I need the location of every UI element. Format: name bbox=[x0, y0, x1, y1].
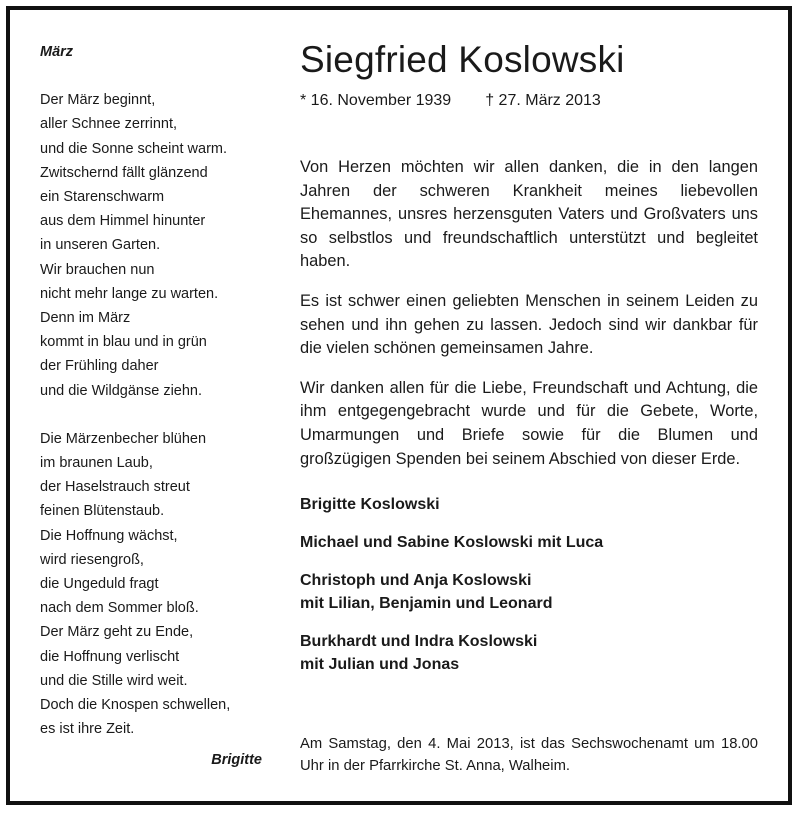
thanks-text bbox=[300, 156, 758, 471]
family-entry bbox=[300, 493, 758, 516]
poem-title: März bbox=[40, 44, 74, 60]
poem-line: Wir brauchen nun bbox=[40, 261, 155, 278]
poem-line: nicht mehr lange zu warten. bbox=[40, 285, 219, 302]
life-dates bbox=[300, 92, 758, 110]
poem-line: aus dem Himmel hinunter bbox=[40, 213, 206, 230]
mass-notice: Am Samstag, den 4. Mai 2013, ist das Sechswochenamt um 18.00 Uhr in der Pfarrkirche St. Anna, Walheim. bbox=[300, 736, 758, 774]
poem-line: und die Sonne scheint warm. bbox=[40, 140, 227, 157]
family-name-line: mit Lilian, Benjamin und Leonard bbox=[300, 595, 553, 613]
poem-stanza-2 bbox=[40, 427, 265, 742]
poem-line: der Haselstrauch streut bbox=[40, 479, 190, 496]
poem-line: Die Hoffnung wächst, bbox=[40, 527, 178, 544]
poem-author: Brigitte bbox=[211, 752, 262, 768]
poem-line: Der März beginnt, bbox=[40, 92, 156, 109]
family-name-line: Burkhardt und Indra Koslowski bbox=[300, 633, 538, 651]
poem-line: im braunen Laub, bbox=[40, 455, 153, 472]
poem-line: aller Schnee zerrinnt, bbox=[40, 116, 178, 133]
death-date: † 27. März 2013 bbox=[485, 92, 601, 109]
poem-line: Doch die Knospen schwellen, bbox=[40, 697, 231, 714]
family-entry bbox=[300, 630, 758, 676]
poem-line: und die Stille wird weit. bbox=[40, 672, 188, 689]
poem-line: ein Starenschwarm bbox=[40, 189, 165, 206]
family-signatures bbox=[300, 493, 758, 676]
poem-line: Denn im März bbox=[40, 310, 131, 327]
family-name-line: mit Julian und Jonas bbox=[300, 656, 460, 674]
deceased-name: Siegfried Koslowski bbox=[300, 39, 625, 80]
poem-line: nach dem Sommer bloß. bbox=[40, 600, 199, 617]
poem-line: der Frühling daher bbox=[40, 358, 159, 375]
poem-stanza-1 bbox=[40, 88, 265, 403]
poem-line: die Hoffnung verlischt bbox=[40, 648, 180, 665]
family-entry bbox=[300, 569, 758, 615]
poem-line: und die Wildgänse ziehn. bbox=[40, 382, 203, 399]
poem-line: in unseren Garten. bbox=[40, 237, 161, 254]
family-name-line: Christoph und Anja Koslowski bbox=[300, 572, 532, 590]
thanks-paragraph: Wir danken allen für die Liebe, Freundschaft und Achtung, die ihm entgegengebracht wurde und für die Gebete, Worte, Umarmungen und Briefe sowie für die Blumen und großzügigen Spenden bei seinem Abschied von dieser Erde. bbox=[300, 378, 758, 468]
poem-line: Die Märzenbecher blühen bbox=[40, 430, 207, 447]
obituary-main bbox=[300, 36, 758, 691]
poem-line: Der März geht zu Ende, bbox=[40, 624, 194, 641]
family-entry bbox=[300, 531, 758, 554]
poem-line: kommt in blau und in grün bbox=[40, 334, 207, 351]
family-name-line: Michael und Sabine Koslowski mit Luca bbox=[300, 534, 604, 552]
poem-line: feinen Blütenstaub. bbox=[40, 503, 165, 520]
family-name-line: Brigitte Koslowski bbox=[300, 496, 440, 514]
thanks-paragraph: Es ist schwer einen geliebten Menschen in seinem Leiden zu sehen und ihn gehen zu lassen. Jedoch sind wir dankbar für die vielen schönen gemeinsamen Jahre. bbox=[300, 291, 758, 358]
poem-line: Zwitschernd fällt glänzend bbox=[40, 164, 208, 181]
poem bbox=[40, 40, 265, 765]
poem-line: es ist ihre Zeit. bbox=[40, 721, 135, 738]
poem-line: wird riesengroß, bbox=[40, 551, 144, 568]
birth-date: * 16. November 1939 bbox=[300, 92, 452, 109]
thanks-paragraph: Von Herzen möchten wir allen danken, die in den langen Jahren der schweren Krankheit meines liebevollen Ehemannes, unsres herzensguten Vaters und Großvaters uns so selbstlos und freundschaftlich unterstützt und begleitet haben. bbox=[300, 158, 758, 271]
poem-line: die Ungeduld fragt bbox=[40, 576, 159, 593]
